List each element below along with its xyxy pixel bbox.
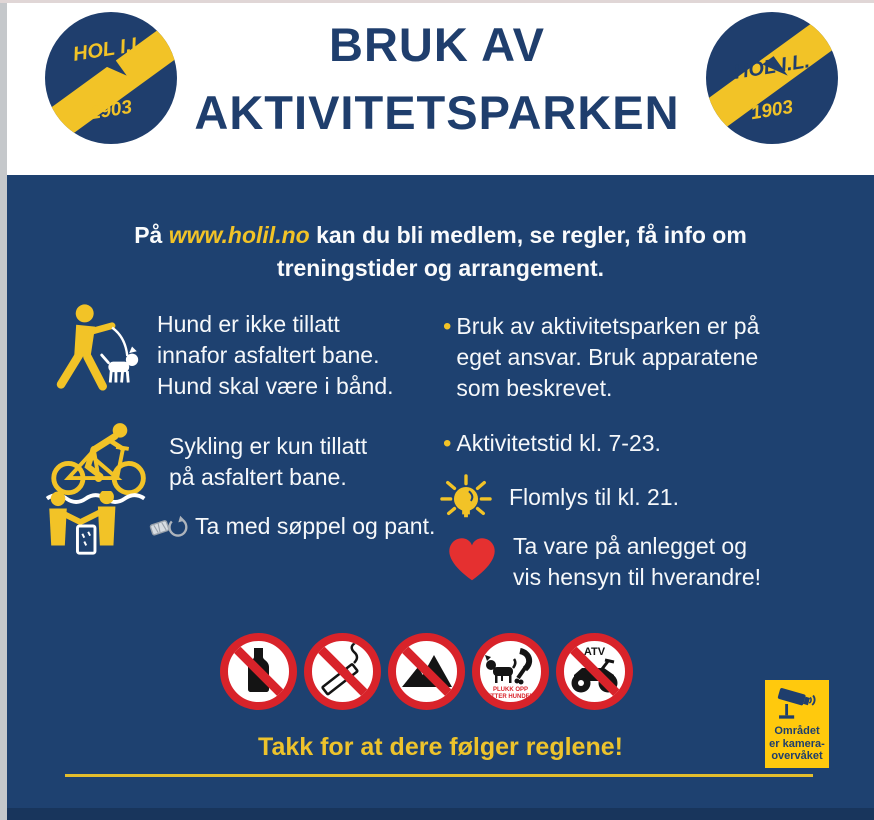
lightbulb-icon [439,473,493,523]
rule-floodlight-text: Flomlys til kl. 21. [509,484,679,510]
rule-litter-text: Ta med søppel og pant. [195,513,436,539]
no-alcohol-sign [220,633,297,710]
intro-prefix: På [134,222,163,248]
prohibition-signs-row [220,633,633,710]
dog-waste-icon [480,641,541,702]
bullet-icon: • [443,313,452,340]
litter-disposal-icon [45,491,143,561]
logo-year: 1903 [749,96,795,125]
rule-own-risk [443,311,759,404]
website-link[interactable]: www.holil.no [168,222,310,248]
rule-care [443,529,761,593]
bullet-icon: • [443,430,452,457]
logo-year: 1903 [88,96,134,125]
cctv-camera-icon [775,687,819,721]
no-smoking-sign [304,633,381,710]
scan-edge-top [0,0,874,3]
dog-waste-pickup-sign [472,633,549,710]
poster-title-line1: BRUK AV [329,18,545,71]
intro-text [7,219,874,285]
rule-litter [45,491,435,561]
logo-club-name: HOL I.L. [71,32,151,66]
camera-badge-text: Området er kamera- overvåket [769,725,825,762]
rule-care-text: Ta vare på anlegget og vis hensyn til hverandre! [513,533,762,590]
no-atv-sign [556,633,633,710]
bottom-edge [7,808,874,820]
poster-body [7,175,874,820]
rule-activity-hours [443,428,661,459]
dog-waste-label-line2: ETTER HUNDEN [486,694,535,700]
intro-line2: treningstider og arrangement. [276,255,605,281]
intro-rest: kan du bli medlem, se regler, få info om [316,222,747,248]
logo-club-name: HOL I.L. [732,50,812,84]
rule-dog-text: Hund er ikke tillatt innafor asfaltert bane. Hund skal være i bånd. [157,311,394,399]
rule-floodlight [439,473,679,523]
crushed-can-icon [149,513,189,541]
heart-icon [443,529,501,585]
scan-edge-left [0,0,7,820]
dog-waste-label-line1: PLUKK OPP [492,687,529,693]
dog-walker-icon [51,303,143,409]
atv-label: ATV [583,646,606,658]
rule-dog [51,303,394,409]
thanks-message: Takk for at dere følger reglene! [258,733,623,761]
intro-line1 [7,219,874,252]
rule-activity-hours-text: Aktivitetstid kl. 7-23. [456,430,661,456]
no-camping-sign [388,633,465,710]
rule-own-risk-text: Bruk av aktivitetsparken er på eget ansvar. Bruk apparatene som beskrevet. [456,313,760,401]
poster-title-line2: AKTIVITETSPARKEN [194,86,680,139]
rule-bike-text: Sykling er kun tillatt på asfaltert bane. [169,433,368,490]
poster-header [7,3,874,175]
footer-divider-line [65,774,813,777]
hol-il-logo-right [706,12,838,144]
